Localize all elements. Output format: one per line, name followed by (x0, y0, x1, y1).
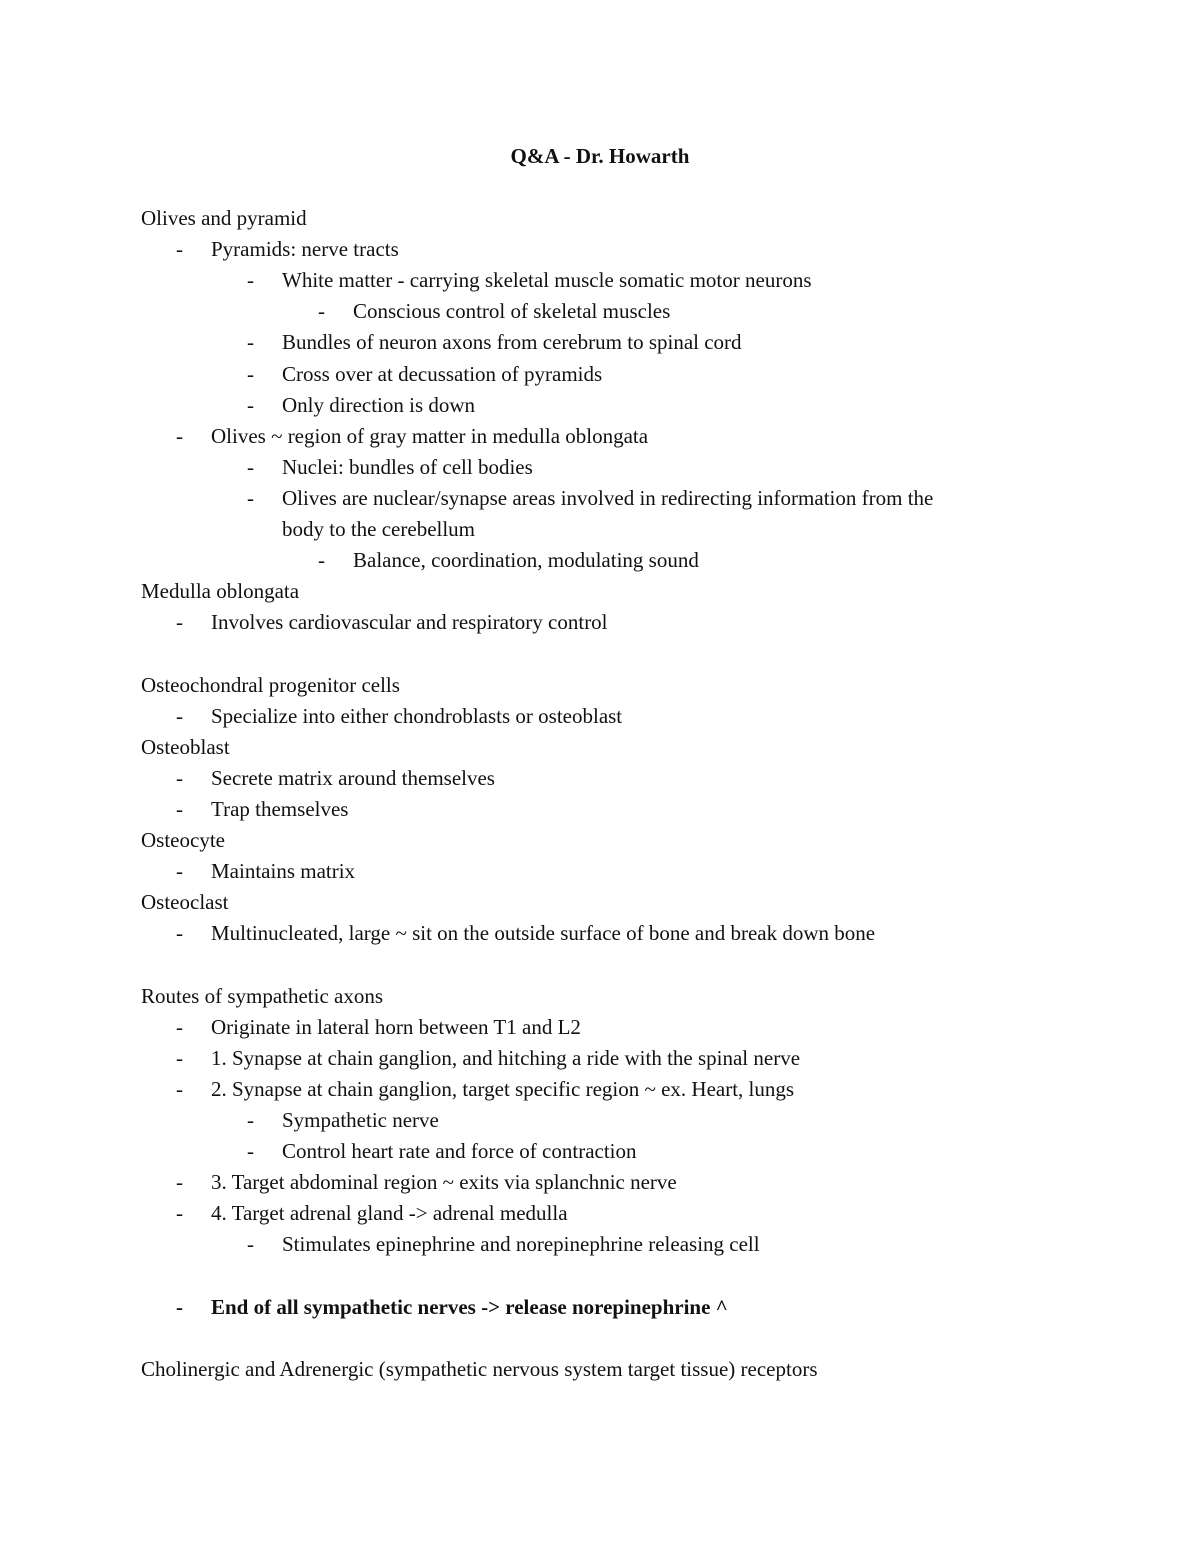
list-item: Olives ~ region of gray matter in medulla oblongata (211, 423, 649, 448)
section-heading: Routes of sympathetic axons (141, 983, 384, 1008)
bullet-dash: - (176, 1170, 183, 1195)
list-item: Conscious control of skeletal muscles (353, 299, 671, 324)
bullet-dash: - (176, 765, 183, 790)
bullet-dash: - (247, 1107, 254, 1132)
list-item-emphasis: End of all sympathetic nerves -> release norepinephrine ^ (211, 1294, 728, 1319)
list-item: Balance, coordination, modulating sound (353, 548, 699, 573)
bullet-dash: - (176, 921, 183, 946)
bullet-dash: - (247, 1139, 254, 1163)
bullet-dash: - (176, 703, 183, 728)
list-item: Bundles of neuron axons from cerebrum to spinal cord (282, 330, 742, 355)
bullet-dash: - (176, 610, 183, 635)
section-heading: Medulla oblongata (141, 579, 300, 604)
bullet-dash: - (176, 237, 183, 262)
list-item: White matter - carrying skeletal muscle somatic motor neurons (282, 268, 812, 293)
bullet-dash: - (247, 268, 254, 293)
list-item: 1. Synapse at chain ganglion, and hitching a ride with the spinal nerve (211, 1045, 801, 1070)
bullet-dash: - (176, 423, 183, 448)
section-heading: Osteoclast (141, 890, 229, 915)
list-item: Trap themselves (211, 796, 349, 821)
list-item: Involves cardiovascular and respiratory control (211, 610, 608, 635)
list-item: Pyramids: nerve tracts (211, 237, 399, 262)
list-item: Originate in lateral horn between T1 and L2 (211, 1014, 581, 1039)
bullet-dash: - (176, 1014, 183, 1039)
bullet-dash: - (176, 796, 183, 821)
bullet-dash: - (176, 1201, 183, 1226)
bullet-dash: - (318, 548, 325, 573)
bullet-dash: - (176, 1076, 183, 1101)
section-heading: Cholinergic and Adrenergic (sympathetic nervous system target tissue) receptors (141, 1356, 818, 1381)
bullet-dash: - (247, 485, 254, 510)
section-heading: Osteoblast (141, 734, 230, 759)
bullet-dash: - (176, 1294, 183, 1319)
list-item: Nuclei: bundles of cell bodies (282, 454, 533, 479)
list-item: Maintains matrix (211, 859, 356, 884)
list-item: Control heart rate and force of contraction (282, 1139, 637, 1163)
list-item: 3. Target abdominal region ~ exits via splanchnic nerve (211, 1170, 677, 1195)
bullet-dash: - (176, 1045, 183, 1070)
list-item: Secrete matrix around themselves (211, 765, 495, 790)
list-item: 2. Synapse at chain ganglion, target specific region ~ ex. Heart, lungs (211, 1076, 795, 1101)
list-item: Cross over at decussation of pyramids (282, 361, 603, 386)
bullet-dash: - (247, 454, 254, 479)
bullet-dash: - (247, 392, 254, 417)
list-item: Multinucleated, large ~ sit on the outside surface of bone and break down bone (211, 921, 876, 946)
bullet-dash: - (247, 361, 254, 386)
list-item: Only direction is down (282, 392, 476, 417)
list-item: 4. Target adrenal gland -> adrenal medulla (211, 1201, 568, 1226)
bullet-dash: - (176, 859, 183, 884)
bullet-dash: - (318, 299, 325, 324)
list-item-continuation: body to the cerebellum (282, 517, 476, 541)
page-title: Q&A - Dr. Howarth (510, 144, 690, 168)
list-item: Stimulates epinephrine and norepinephrine releasing cell (282, 1232, 760, 1257)
bullet-dash: - (247, 330, 254, 355)
bullet-dash: - (247, 1232, 254, 1257)
list-item: Olives are nuclear/synapse areas involved in redirecting information from the (282, 485, 934, 510)
section-heading: Osteocyte (141, 828, 225, 852)
section-heading: Osteochondral progenitor cells (141, 672, 400, 697)
list-item: Specialize into either chondroblasts or osteoblast (211, 703, 623, 728)
list-item: Sympathetic nerve (282, 1107, 439, 1132)
section-heading: Olives and pyramid (141, 206, 307, 230)
